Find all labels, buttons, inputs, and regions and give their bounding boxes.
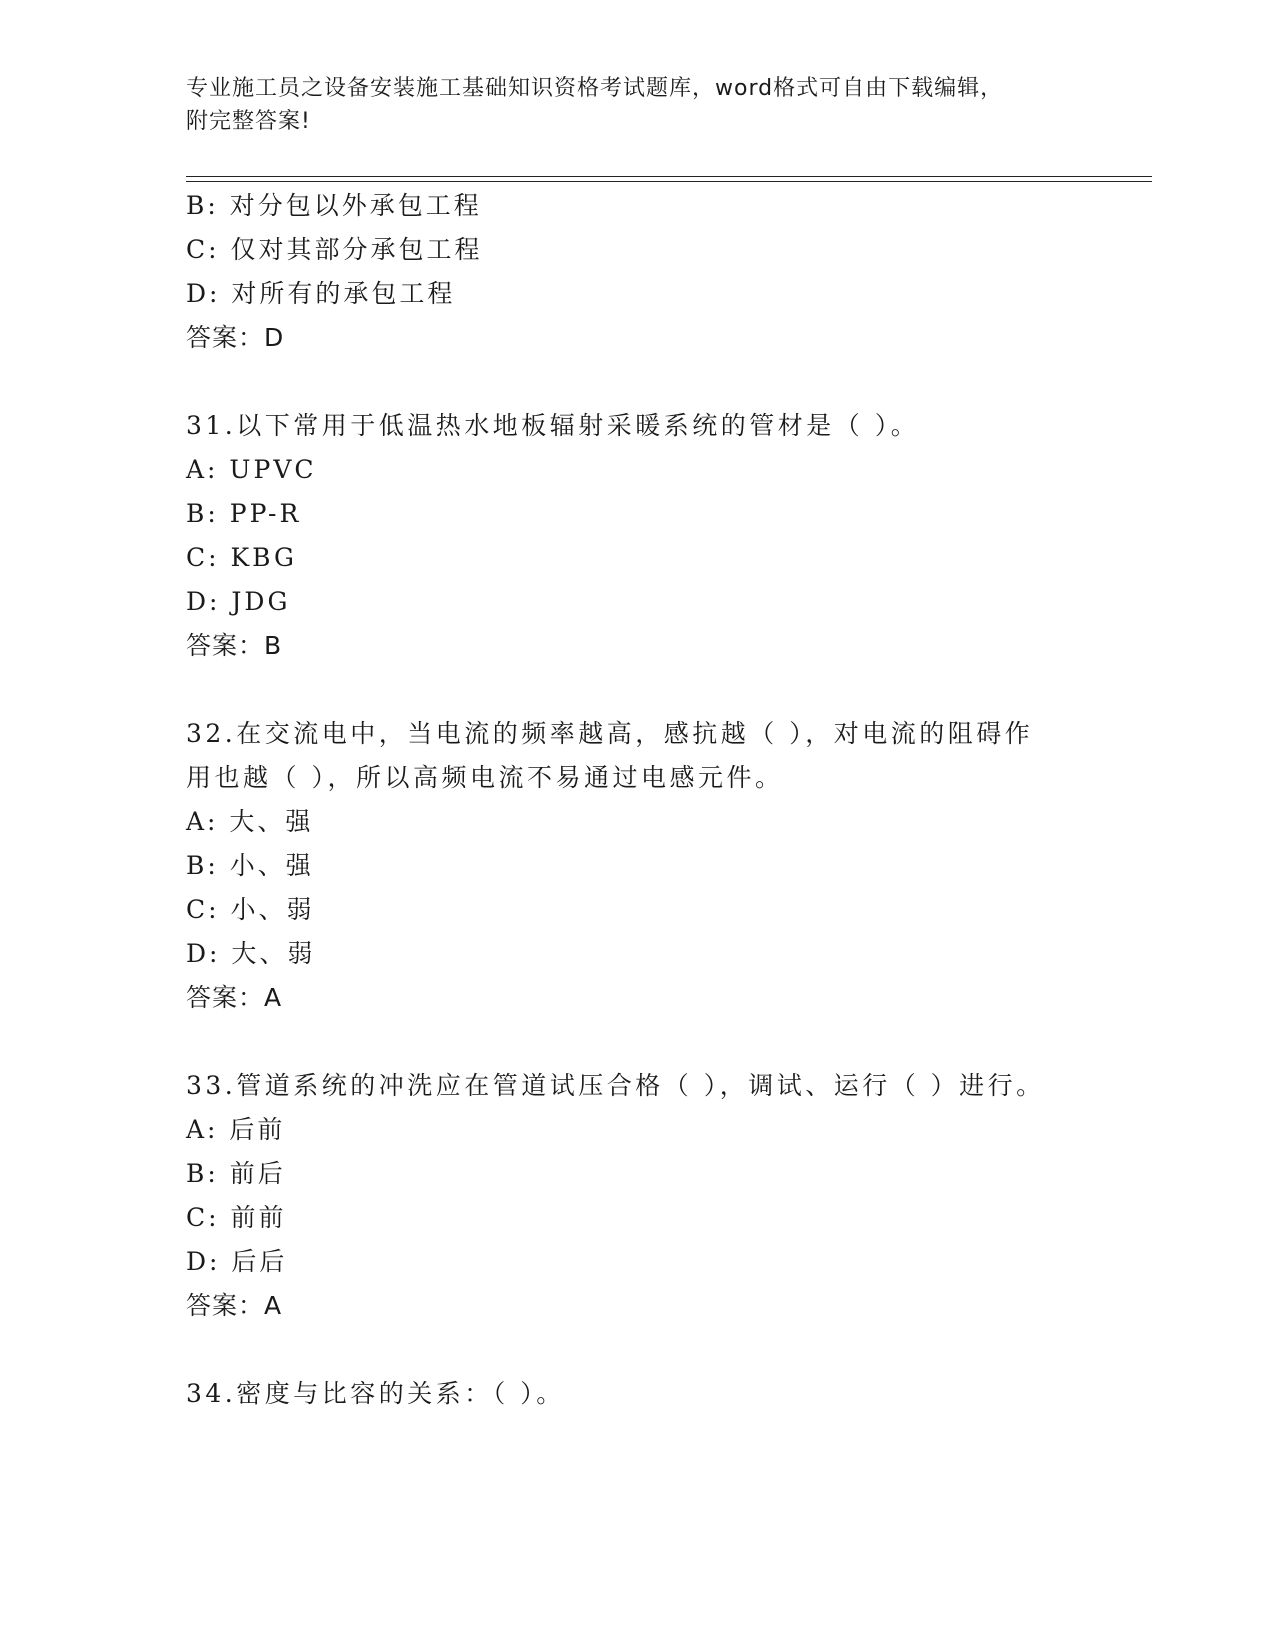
- q32-question-line-2: 用也越（ ），所以高频电流不易通过电感元件。: [186, 763, 784, 792]
- q30-option-d: D: 对所有的承包工程: [186, 279, 456, 308]
- q32-option-b: B: 小、强: [186, 851, 314, 880]
- header-line-1: 专业施工员之设备安装施工基础知识资格考试题库，word格式可自由下载编辑，: [186, 76, 1004, 101]
- header-divider-bottom: [186, 181, 1152, 182]
- q30-option-c: C: 仅对其部分承包工程: [186, 235, 483, 264]
- q32-option-a: A: 大、强: [186, 807, 314, 836]
- q33-question: 33.管道系统的冲洗应在管道试压合格（ ），调试、运行（ ）进行。: [186, 1071, 1045, 1100]
- q31-question: 31.以下常用于低温热水地板辐射采暖系统的管材是（ ）。: [186, 411, 920, 440]
- document-header: [186, 72, 1066, 138]
- q32-option-d: D: 大、弱: [186, 939, 316, 968]
- q33-option-a: A: 后前: [186, 1115, 286, 1144]
- q33-answer: 答案：A: [186, 1291, 283, 1320]
- q32-question-line-1: 32.在交流电中，当电流的频率越高，感抗越（ ），对电流的阻碍作: [186, 719, 1034, 748]
- q33-option-b: B: 前后: [186, 1159, 286, 1188]
- q31-option-b: B: PP-R: [186, 499, 302, 528]
- header-line-2: 附完整答案!: [186, 109, 311, 134]
- header-divider-top: [186, 176, 1152, 177]
- q31-answer: 答案：B: [186, 631, 283, 660]
- q31-option-c: C: KBG: [186, 543, 297, 572]
- q31-option-d: D: JDG: [186, 587, 291, 616]
- q33-option-d: D: 后后: [186, 1247, 288, 1276]
- q33-option-c: C: 前前: [186, 1203, 287, 1232]
- q31-option-a: A: UPVC: [186, 455, 317, 484]
- q32-option-c: C: 小、弱: [186, 895, 315, 924]
- q30-option-b: B: 对分包以外承包工程: [186, 191, 482, 220]
- q32-answer: 答案：A: [186, 983, 283, 1012]
- q34-question: 34.密度与比容的关系：（ ）。: [186, 1379, 565, 1408]
- q30-answer: 答案：D: [186, 323, 285, 352]
